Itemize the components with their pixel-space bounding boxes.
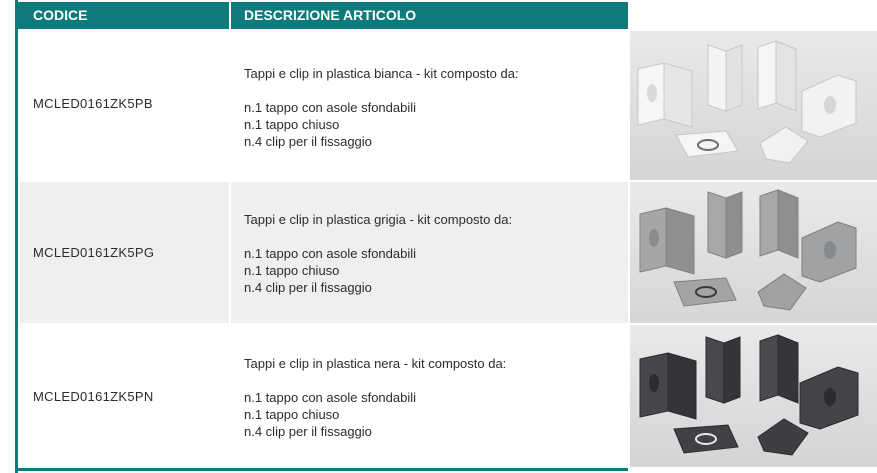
table-row: [20, 325, 628, 467]
product-code: MCLED0161ZK5PB: [33, 96, 153, 111]
description-item: n.1 tappo chiuso: [244, 407, 340, 422]
description-item: n.1 tappo con asole sfondabili: [244, 246, 417, 261]
description-title: Tappi e clip in plastica bianca - kit composto da:: [244, 66, 519, 81]
description-item: n.1 tappo con asole sfondabili: [244, 390, 417, 405]
description-item: n.4 clip per il fissaggio: [244, 134, 372, 149]
table-row: [20, 31, 628, 180]
table-row: [20, 182, 628, 323]
grey-end-caps-and-clips-photo: [630, 182, 877, 323]
product-code: MCLED0161ZK5PG: [33, 245, 155, 260]
description-title: Tappi e clip in plastica grigia - kit composto da:: [244, 212, 513, 227]
description-title: Tappi e clip in plastica nera - kit composto da:: [244, 356, 507, 371]
product-description: [244, 211, 512, 296]
description-item: n.4 clip per il fissaggio: [244, 280, 372, 295]
product-code: MCLED0161ZK5PN: [33, 389, 154, 404]
product-description: [244, 355, 506, 440]
cell-divider: [229, 182, 231, 323]
table-bottom-border: [18, 468, 628, 471]
product-description: [244, 65, 519, 150]
description-item: n.1 tappo chiuso: [244, 117, 340, 132]
white-end-caps-and-clips-photo: [630, 31, 877, 180]
description-item: n.4 clip per il fissaggio: [244, 424, 372, 439]
description-item: n.1 tappo con asole sfondabili: [244, 100, 417, 115]
cell-divider: [229, 31, 231, 180]
header-description: DESCRIZIONE ARTICOLO: [231, 2, 628, 29]
header-code: CODICE: [18, 2, 229, 29]
cell-divider: [229, 325, 231, 467]
description-item: n.1 tappo chiuso: [244, 263, 340, 278]
black-end-caps-and-clips-photo: [630, 325, 877, 467]
table-left-border: [15, 0, 18, 473]
